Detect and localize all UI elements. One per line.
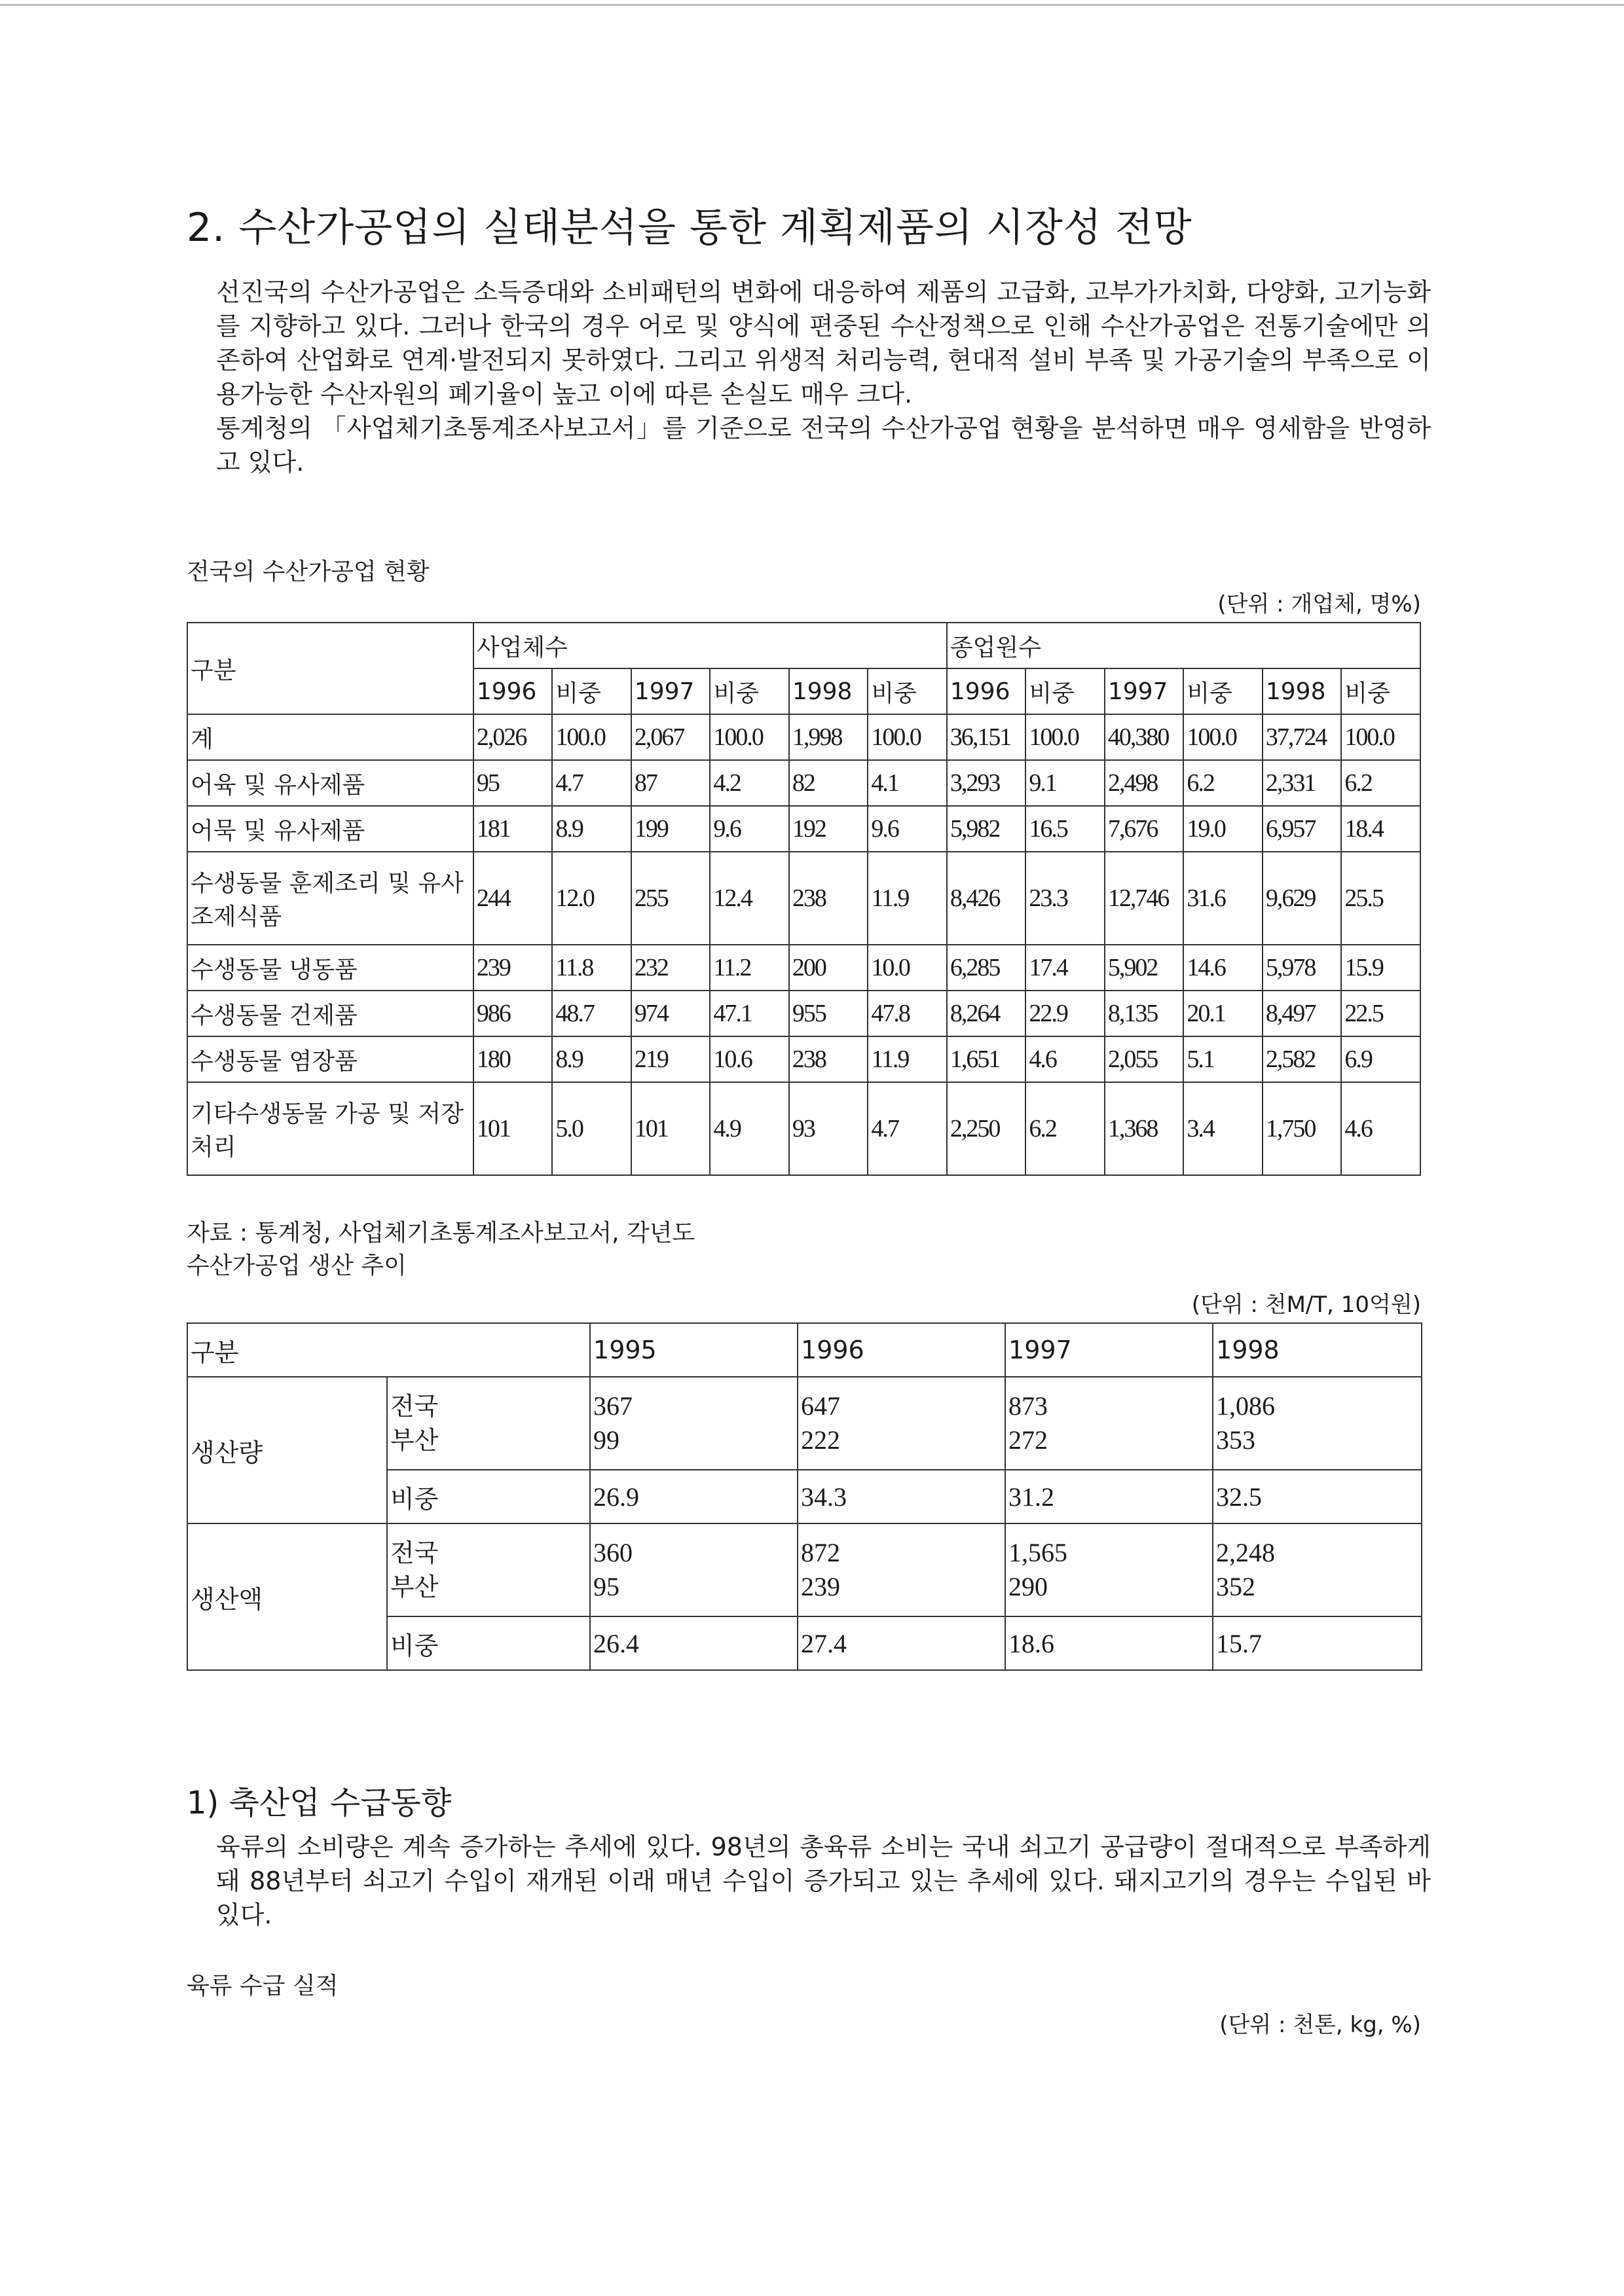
- table-cell: 8,426: [947, 852, 1026, 945]
- table1-subheader: 비중: [1183, 668, 1263, 714]
- table-row: [187, 714, 1420, 760]
- national-value: 367: [593, 1391, 633, 1421]
- table-cell: [1005, 1523, 1213, 1616]
- table-cell: 192: [789, 806, 868, 852]
- table-cell: 8.9: [552, 806, 631, 852]
- table-cell: 20.1: [1183, 991, 1263, 1036]
- sub-label: 부산: [390, 1573, 439, 1601]
- table-cell: 40,380: [1105, 714, 1184, 760]
- table1-group-header: 종업원수: [947, 623, 1420, 668]
- table-cell: 1,998: [789, 714, 868, 760]
- table1-subheader: 1997: [631, 668, 710, 714]
- table-cell: 27.4: [798, 1616, 1005, 1670]
- table-cell: 2,582: [1263, 1036, 1342, 1082]
- table2-header-row: [187, 1323, 1422, 1377]
- table-cell: 955: [789, 991, 868, 1036]
- busan-value: 239: [801, 1572, 841, 1601]
- table1-subheader: 비중: [868, 668, 947, 714]
- table-cell: 101: [473, 1082, 553, 1175]
- table-row: [187, 806, 1420, 852]
- table-cell: 9.6: [868, 806, 947, 852]
- busan-value: 353: [1216, 1425, 1256, 1455]
- table1-subheader: 1996: [947, 668, 1026, 714]
- table-cell: 87: [631, 760, 710, 806]
- table-cell: 8,497: [1263, 991, 1342, 1036]
- table2-year-header: 1997: [1005, 1323, 1213, 1377]
- table-cell: 100.0: [1183, 714, 1263, 760]
- intro-paragraph-2: 통계청의 「사업체기초통계조사보고서」를 기준으로 전국의 수산가공업 현황을 분석하면 매우 영세함을 반영하고 있다.: [216, 414, 1431, 477]
- table-cell: 2,067: [631, 714, 710, 760]
- business-status-table: [187, 622, 1421, 1176]
- table-cell: 4.7: [868, 1082, 947, 1175]
- row-label: 기타수생동물 가공 및 저장처리: [187, 1082, 473, 1175]
- table-cell: 37,724: [1263, 714, 1342, 760]
- share-label: 비중: [387, 1470, 590, 1523]
- table-cell: 239: [473, 945, 553, 991]
- table-cell: 32.5: [1213, 1470, 1422, 1523]
- sub-label: 전국: [390, 1539, 439, 1567]
- table1-subheader: 비중: [1341, 668, 1420, 714]
- table-cell: 22.9: [1025, 991, 1105, 1036]
- table-cell: 4.7: [552, 760, 631, 806]
- table-cell: 26.4: [590, 1616, 798, 1670]
- table-cell: 9.6: [710, 806, 789, 852]
- table-cell: 6.2: [1341, 760, 1420, 806]
- table-cell: 238: [789, 852, 868, 945]
- table1-subheader: 1997: [1105, 668, 1184, 714]
- table-cell: 34.3: [798, 1470, 1005, 1523]
- table2-caption: 수산가공업 생산 추이: [187, 1252, 407, 1279]
- table-cell: 974: [631, 991, 710, 1036]
- table-cell: 2,026: [473, 714, 553, 760]
- table-cell: 14.6: [1183, 945, 1263, 991]
- subsection-paragraph: 육류의 소비량은 계속 증가하는 추세에 있다. 98년의 총육류 소비는 국내 쇠고기 공급량이 절대적으로 부족하게 돼 88년부터 쇠고기 수입이 재개된 이래 매년 수입이 증가되고 있는 추세에 있다. 돼지고기의 경우는 수입된 바 있다.: [216, 1832, 1431, 1929]
- table-cell: 1,651: [947, 1036, 1026, 1082]
- busan-value: 95: [593, 1572, 620, 1601]
- table-row: [187, 1377, 1422, 1470]
- table1-group-header: 사업체수: [473, 623, 947, 668]
- table-cell: [590, 1377, 798, 1470]
- table-cell: 5,978: [1263, 945, 1342, 991]
- table-cell: 5.0: [552, 1082, 631, 1175]
- row-label: 어육 및 유사제품: [187, 760, 473, 806]
- table-cell: 2,250: [947, 1082, 1026, 1175]
- busan-value: 99: [593, 1425, 620, 1455]
- table-row: [187, 1082, 1420, 1175]
- table-cell: 11.2: [710, 945, 789, 991]
- table-cell: 7,676: [1105, 806, 1184, 852]
- table-cell: 18.6: [1005, 1616, 1213, 1670]
- sub-label: 부산: [390, 1426, 439, 1455]
- table2-year-header: 1996: [798, 1323, 1005, 1377]
- production-trend-table: [187, 1322, 1422, 1671]
- table-cell: 244: [473, 852, 553, 945]
- table-cell: 8,264: [947, 991, 1026, 1036]
- table-cell: 26.9: [590, 1470, 798, 1523]
- intro-paragraphs: [216, 275, 1431, 479]
- table3-caption: 육류 수급 실적: [187, 1973, 339, 1999]
- table-cell: 3.4: [1183, 1082, 1263, 1175]
- table2-year-header: 1998: [1213, 1323, 1422, 1377]
- national-value: 360: [593, 1538, 633, 1567]
- table1-subheader: 1996: [473, 668, 553, 714]
- table-row: [187, 1523, 1422, 1616]
- table-cell: [1213, 1523, 1422, 1616]
- table-cell: 6,285: [947, 945, 1026, 991]
- table2-unit: (단위 : 천M/T, 10억원): [1191, 1292, 1421, 1318]
- table-cell: 12.0: [552, 852, 631, 945]
- table-row: [187, 1036, 1420, 1082]
- table-cell: 4.2: [710, 760, 789, 806]
- table-cell: 12.4: [710, 852, 789, 945]
- table-cell: 25.5: [1341, 852, 1420, 945]
- table-cell: 15.7: [1213, 1616, 1422, 1670]
- row-label: 수생동물 냉동품: [187, 945, 473, 991]
- table-cell: 2,331: [1263, 760, 1342, 806]
- table3-unit: (단위 : 천톤, kg, %): [1219, 2012, 1421, 2038]
- table1-subheader: 1998: [1263, 668, 1342, 714]
- table-cell: 3,293: [947, 760, 1026, 806]
- sub-labels: [387, 1377, 590, 1470]
- row-label: 계: [187, 714, 473, 760]
- table1-subheader: 1998: [789, 668, 868, 714]
- table-cell: 8.9: [552, 1036, 631, 1082]
- table-cell: 4.1: [868, 760, 947, 806]
- table-cell: [1005, 1377, 1213, 1470]
- table-cell: 93: [789, 1082, 868, 1175]
- table-cell: 82: [789, 760, 868, 806]
- busan-value: 272: [1008, 1425, 1048, 1455]
- table-cell: 95: [473, 760, 553, 806]
- table-cell: 100.0: [1025, 714, 1105, 760]
- section-title: 2. 수산가공업의 실태분석을 통한 계획제품의 시장성 전망: [187, 205, 1192, 251]
- table2-year-header: 1995: [590, 1323, 798, 1377]
- group-label: 생산액: [187, 1523, 387, 1670]
- table-cell: 6.2: [1183, 760, 1263, 806]
- table-cell: 2,055: [1105, 1036, 1184, 1082]
- table-cell: [798, 1377, 1005, 1470]
- table-cell: 47.1: [710, 991, 789, 1036]
- table-cell: 10.6: [710, 1036, 789, 1082]
- top-rule: [0, 4, 1624, 6]
- table-cell: [798, 1523, 1005, 1616]
- table-cell: 18.4: [1341, 806, 1420, 852]
- table-cell: 8,135: [1105, 991, 1184, 1036]
- table-cell: 11.9: [868, 852, 947, 945]
- busan-value: 352: [1216, 1572, 1256, 1601]
- table-row: [187, 945, 1420, 991]
- table1-header-row: [187, 623, 1420, 668]
- table1-source: 자료 : 통계청, 사업체기초통계조사보고서, 각년도: [187, 1220, 695, 1247]
- table-row: [187, 991, 1420, 1036]
- table-cell: 23.3: [1025, 852, 1105, 945]
- table-cell: 48.7: [552, 991, 631, 1036]
- table-cell: 100.0: [710, 714, 789, 760]
- table1-category-header: 구분: [187, 623, 473, 714]
- table-cell: 100.0: [1341, 714, 1420, 760]
- table-cell: 15.9: [1341, 945, 1420, 991]
- table-cell: 4.9: [710, 1082, 789, 1175]
- table1-subheader: 비중: [552, 668, 631, 714]
- table-cell: 17.4: [1025, 945, 1105, 991]
- table-cell: 31.6: [1183, 852, 1263, 945]
- table-cell: 986: [473, 991, 553, 1036]
- table-cell: 11.8: [552, 945, 631, 991]
- national-value: 647: [801, 1391, 841, 1421]
- table-cell: 180: [473, 1036, 553, 1082]
- table-cell: 9.1: [1025, 760, 1105, 806]
- table-cell: 101: [631, 1082, 710, 1175]
- subsection-title: 1) 축산업 수급동향: [187, 1785, 452, 1821]
- table-cell: 4.6: [1025, 1036, 1105, 1082]
- table-cell: 19.0: [1183, 806, 1263, 852]
- national-value: 873: [1008, 1391, 1048, 1421]
- busan-value: 222: [801, 1425, 841, 1455]
- table-cell: 36,151: [947, 714, 1026, 760]
- national-value: 1,086: [1216, 1391, 1276, 1421]
- table-row: [187, 852, 1420, 945]
- intro-paragraph-1: 선진국의 수산가공업은 소득증대와 소비패턴의 변화에 대응하여 제품의 고급화, 고부가가치화, 다양화, 고기능화를 지향하고 있다. 그러나 한국의 경우 어로 및 양식에 편중된 수산정책으로 인해 수산가공업은 전통기술에만 의존하여 산업화로 연계·발전되지 못하였다. 그리고 위생적 처리능력, 현대적 설비 부족 및 가공기술의 부족으로 이용가능한 수산자원의 폐기율이 높고 이에 따른 손실도 매우 크다.: [216, 278, 1431, 409]
- table1-unit: (단위 : 개업체, 명%): [1217, 591, 1421, 617]
- table-cell: 12,746: [1105, 852, 1184, 945]
- row-label: 수생동물 건제품: [187, 991, 473, 1036]
- table-cell: 200: [789, 945, 868, 991]
- table-cell: 31.2: [1005, 1470, 1213, 1523]
- table-cell: 22.5: [1341, 991, 1420, 1036]
- table-cell: 4.6: [1341, 1082, 1420, 1175]
- table-cell: 16.5: [1025, 806, 1105, 852]
- row-label: 수생동물 훈제조리 및 유사조제식품: [187, 852, 473, 945]
- table-cell: 47.8: [868, 991, 947, 1036]
- group-label: 생산량: [187, 1377, 387, 1523]
- table-cell: 219: [631, 1036, 710, 1082]
- table-cell: 6.2: [1025, 1082, 1105, 1175]
- table1-subheader: 비중: [710, 668, 789, 714]
- table-cell: [590, 1523, 798, 1616]
- sub-labels: [387, 1523, 590, 1616]
- table-cell: 232: [631, 945, 710, 991]
- table-cell: 2,498: [1105, 760, 1184, 806]
- table-cell: 5,982: [947, 806, 1026, 852]
- row-label: 어묵 및 유사제품: [187, 806, 473, 852]
- national-value: 1,565: [1008, 1538, 1068, 1567]
- table-cell: 1,750: [1263, 1082, 1342, 1175]
- table1-caption: 전국의 수산가공업 현황: [187, 558, 430, 585]
- table-cell: 181: [473, 806, 553, 852]
- table-cell: [1213, 1377, 1422, 1470]
- share-label: 비중: [387, 1616, 590, 1670]
- row-label: 수생동물 염장품: [187, 1036, 473, 1082]
- table-cell: 10.0: [868, 945, 947, 991]
- table1-subheader: 비중: [1025, 668, 1105, 714]
- table-cell: 1,368: [1105, 1082, 1184, 1175]
- table-cell: 9,629: [1263, 852, 1342, 945]
- table-cell: 5.1: [1183, 1036, 1263, 1082]
- table-cell: 6,957: [1263, 806, 1342, 852]
- table-cell: 6.9: [1341, 1036, 1420, 1082]
- table-cell: 11.9: [868, 1036, 947, 1082]
- table-cell: 199: [631, 806, 710, 852]
- table-cell: 5,902: [1105, 945, 1184, 991]
- busan-value: 290: [1008, 1572, 1048, 1601]
- table-cell: 100.0: [552, 714, 631, 760]
- table-row: [187, 760, 1420, 806]
- table-cell: 100.0: [868, 714, 947, 760]
- sub-label: 전국: [390, 1392, 439, 1421]
- national-value: 2,248: [1216, 1538, 1276, 1567]
- table-cell: 238: [789, 1036, 868, 1082]
- table-cell: 255: [631, 852, 710, 945]
- national-value: 872: [801, 1538, 841, 1567]
- table2-category-header: 구분: [187, 1323, 590, 1377]
